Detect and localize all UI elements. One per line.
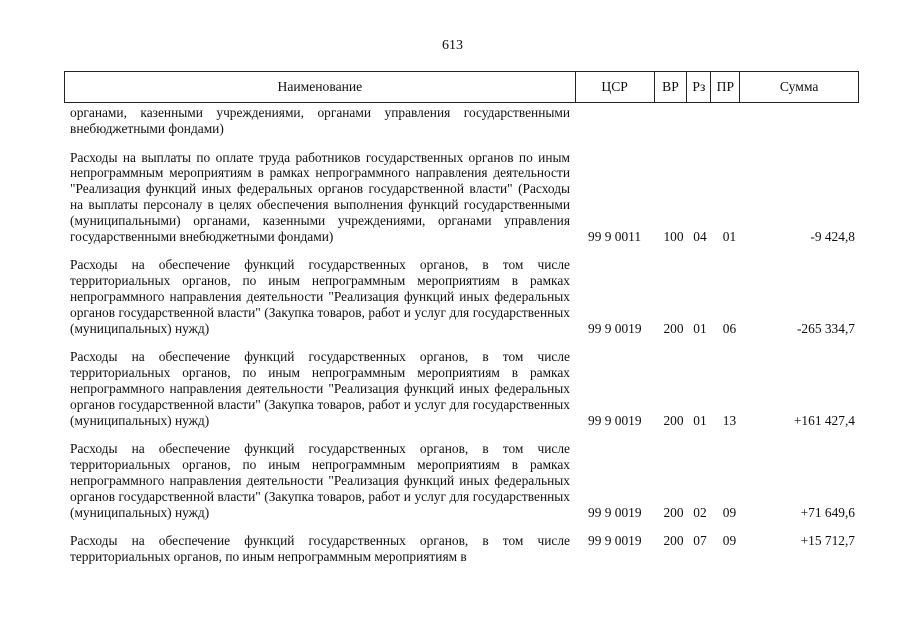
row-pr: 06	[722, 320, 737, 336]
row-name: Расходы на выплаты по оплате труда работников государственных органов по иным непрограммным мероприятиям в рамках непрограммного направления деятельности "Реализация функций иных федеральных органов государственной власти" (Расходы на выплаты персоналу в целях обеспечения выполнения функций государственными (муниципальными) органами, казенными учреждениями, органами управления государственными внебюджетными фондами)	[70, 149, 570, 244]
row-csr: 99 9 0019	[588, 412, 642, 428]
table-row	[64, 533, 859, 565]
row-name: органами, казенными учреждениями, органами управления государственными внебюджетными фондами)	[70, 105, 570, 136]
row-pr: 01	[722, 228, 737, 244]
row-vr: 200	[663, 320, 684, 336]
row-rz: 01	[693, 412, 707, 428]
row-sum: +15 712,7	[800, 533, 855, 549]
header-rz: Рз	[687, 72, 711, 102]
header-name: Наименование	[65, 72, 576, 102]
header-vr: ВР	[655, 72, 688, 102]
row-rz: 01	[693, 320, 707, 336]
header-pr: ПР	[711, 72, 740, 102]
row-sum: +161 427,4	[793, 412, 855, 428]
row-vr: 200	[663, 533, 684, 549]
row-csr: 99 9 0019	[588, 533, 642, 549]
row-sum: +71 649,6	[800, 504, 855, 520]
row-csr: 99 9 0011	[588, 228, 642, 244]
row-pr: 09	[722, 504, 737, 520]
row-csr: 99 9 0019	[588, 320, 642, 336]
row-name: Расходы на обеспечение функций государственных органов, в том числе территориальных органов, по иным непрограммным мероприятиям в рамках непрограммного направления деятельности "Реализация функций иных федеральных органов государственной власти" (Закупка товаров, работ и услуг для государственных (муниципальных) нужд)	[70, 257, 570, 336]
row-rz: 02	[693, 504, 707, 520]
row-rz: 04	[693, 228, 707, 244]
table-row	[64, 441, 859, 520]
row-vr: 200	[663, 412, 684, 428]
table-row	[64, 349, 859, 428]
header-sum: Сумма	[779, 79, 819, 94]
row-name: Расходы на обеспечение функций государственных органов, в том числе территориальных органов, по иным непрограммным мероприятиям в	[70, 533, 570, 565]
table-row	[64, 257, 859, 336]
page-number: 613	[442, 38, 463, 53]
row-pr: 13	[722, 412, 737, 428]
row-name: Расходы на обеспечение функций государственных органов, в том числе территориальных органов, по иным непрограммным мероприятиям в рамках непрограммного направления деятельности "Реализация функций иных федеральных органов государственной власти" (Закупка товаров, работ и услуг для государственных (муниципальных) нужд)	[70, 349, 570, 428]
row-name: Расходы на обеспечение функций государственных органов, в том числе территориальных органов, по иным непрограммным мероприятиям в рамках непрограммного направления деятельности "Реализация функций иных федеральных органов государственной власти" (Закупка товаров, работ и услуг для государственных (муниципальных) нужд)	[70, 441, 570, 520]
table-row	[64, 150, 859, 245]
table-header	[64, 71, 859, 103]
budget-table	[64, 71, 859, 565]
row-pr: 09	[722, 533, 737, 549]
table-row	[64, 105, 859, 137]
row-csr: 99 9 0019	[588, 504, 642, 520]
row-vr: 100	[663, 228, 684, 244]
header-csr: ЦСР	[576, 72, 655, 102]
row-sum: -9 424,8	[810, 228, 855, 244]
row-vr: 200	[663, 504, 684, 520]
row-sum: -265 334,7	[796, 320, 855, 336]
row-rz: 07	[693, 533, 707, 549]
